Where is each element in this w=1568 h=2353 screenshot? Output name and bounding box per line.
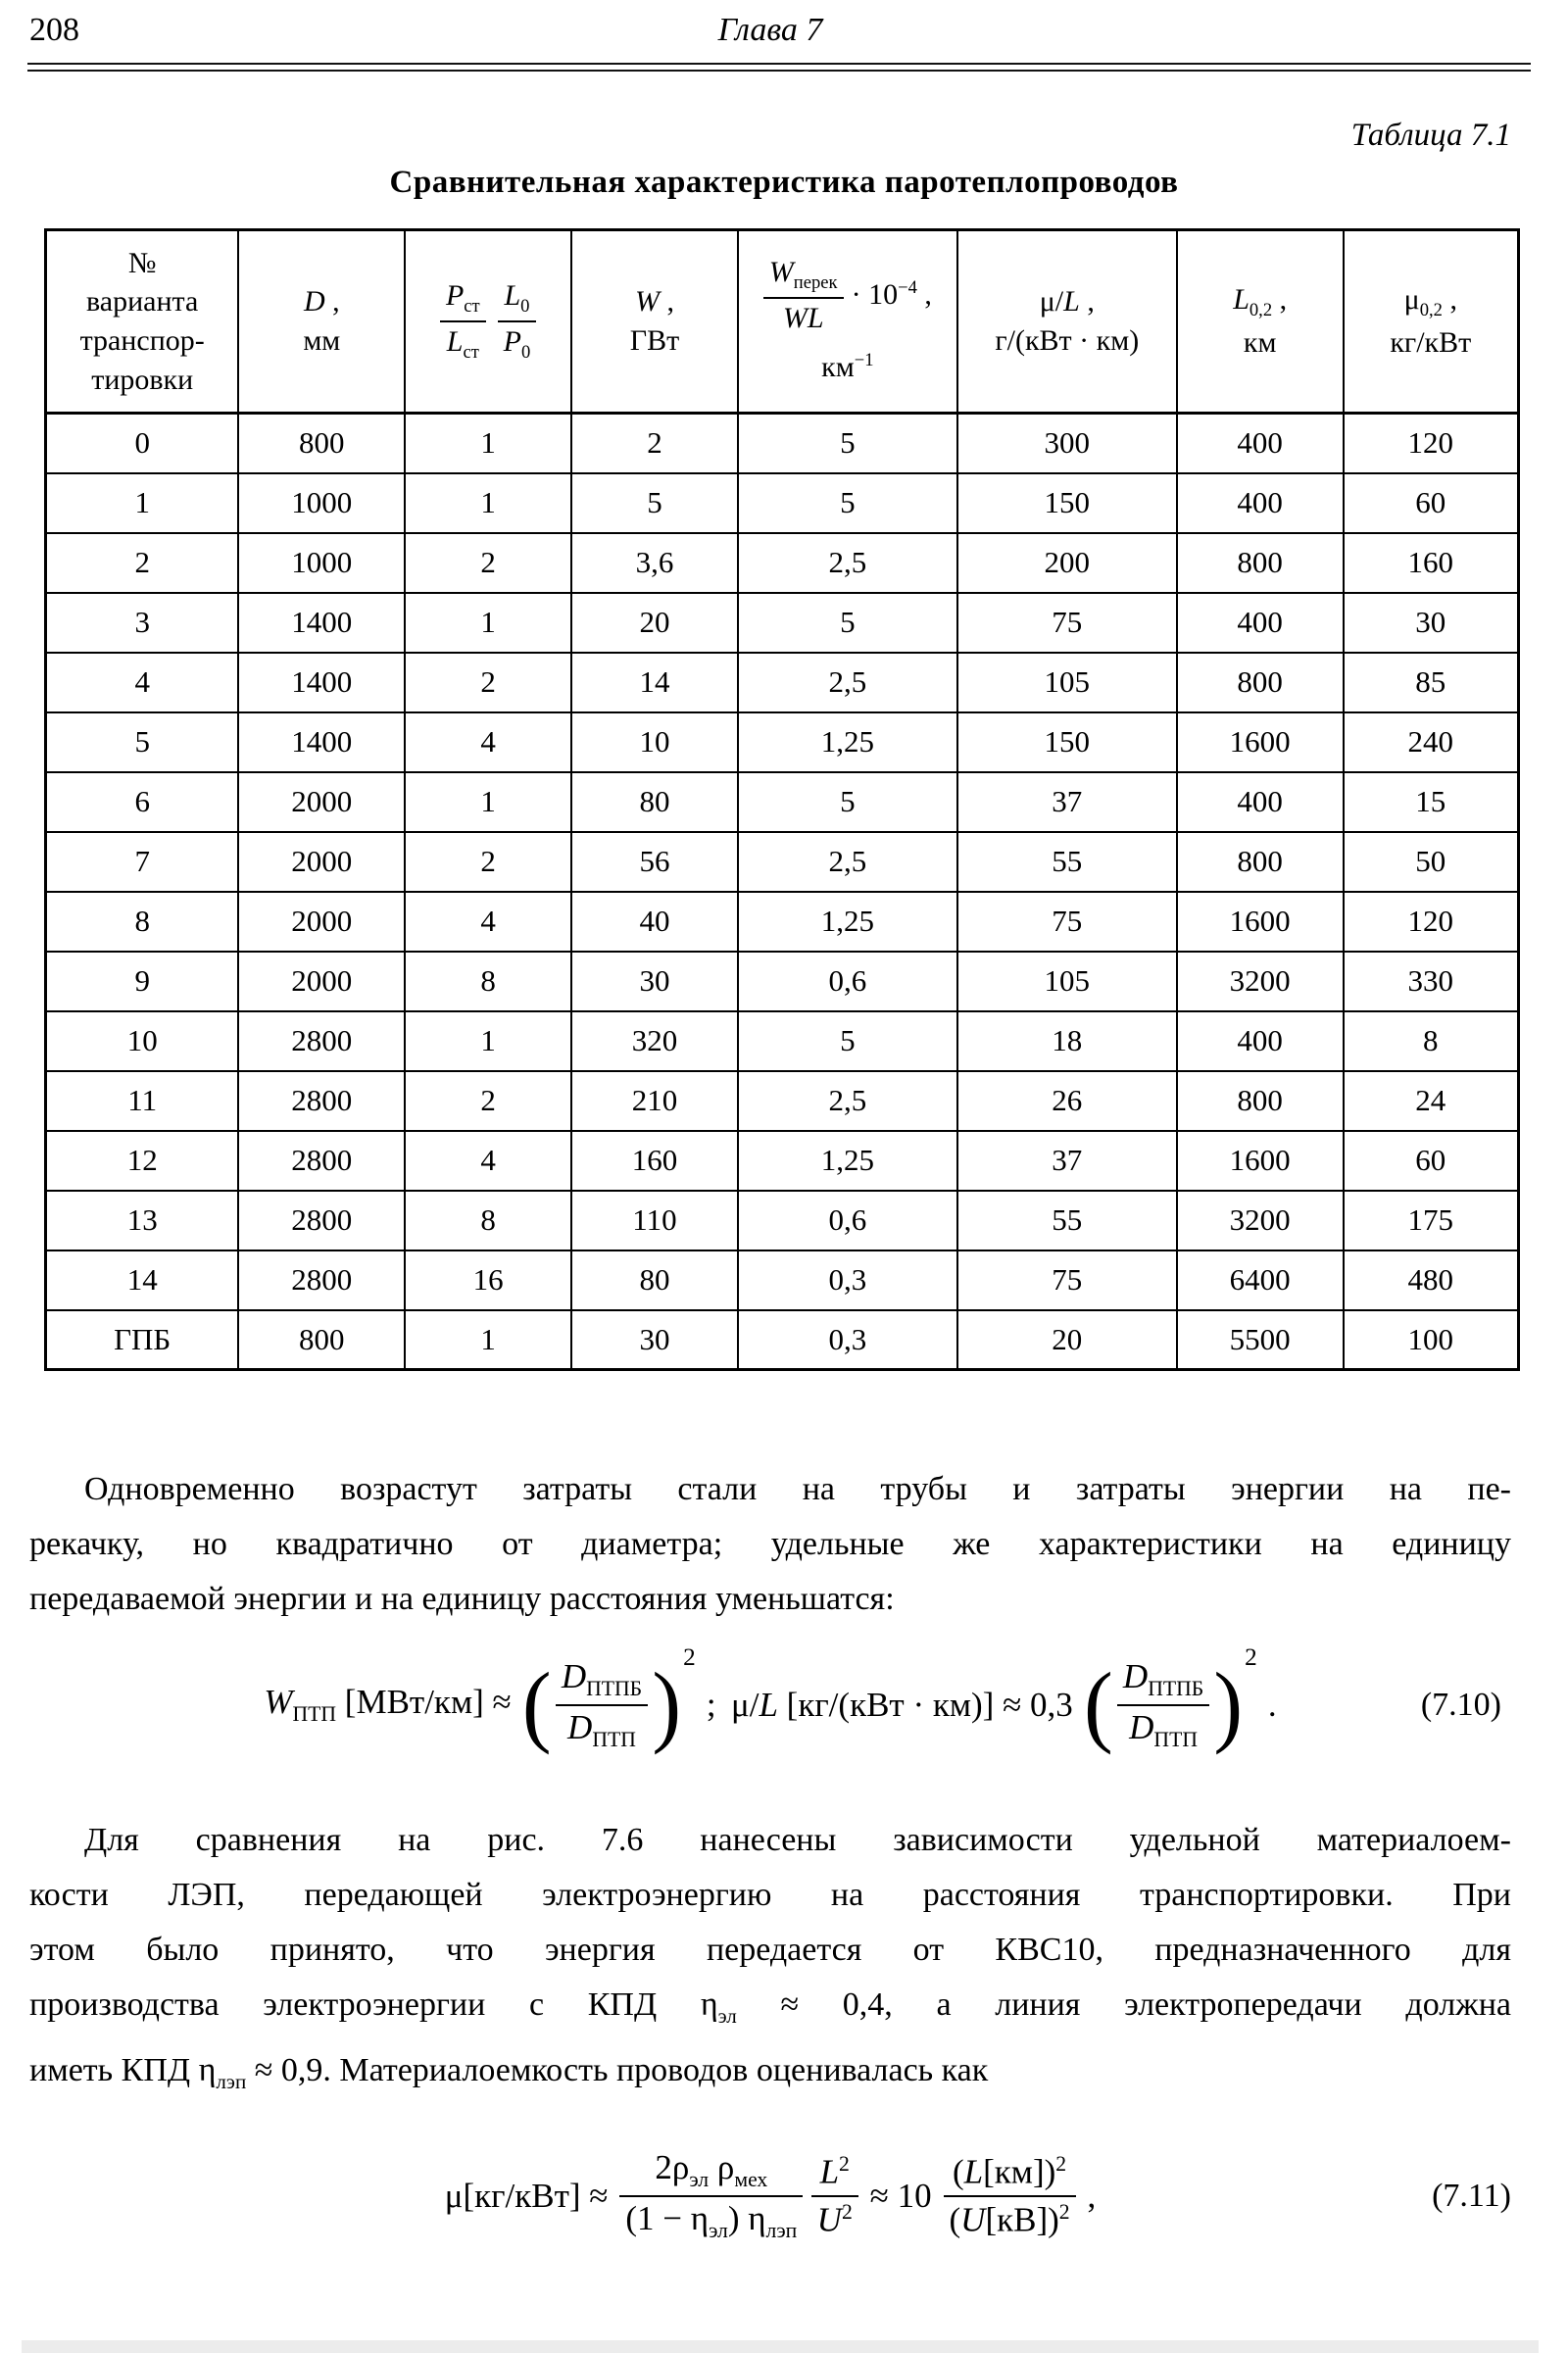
table-header-row <box>46 230 1519 414</box>
table-cell: 160 <box>571 1131 738 1191</box>
table-cell: 30 <box>1344 593 1519 653</box>
table-cell: 2000 <box>238 772 405 832</box>
table-cell: 1000 <box>238 473 405 533</box>
table-cell: 2800 <box>238 1071 405 1131</box>
table-cell: 15 <box>1344 772 1519 832</box>
table-cell: 2 <box>46 533 239 593</box>
table-cell: 6400 <box>1177 1250 1344 1310</box>
table-cell: 2 <box>405 832 571 892</box>
header-rule <box>27 63 1531 72</box>
table-cell: 80 <box>571 1250 738 1310</box>
table-cell: 5 <box>571 473 738 533</box>
table-cell: 210 <box>571 1071 738 1131</box>
table-row <box>46 1191 1519 1250</box>
table-cell: 7 <box>46 832 239 892</box>
table-row <box>46 1071 1519 1131</box>
table-cell: 20 <box>957 1310 1177 1370</box>
table-cell: 3200 <box>1177 1191 1344 1250</box>
table-cell: 0,6 <box>738 952 957 1011</box>
table-label: Таблица 7.1 <box>1350 118 1511 153</box>
equation-7-11-body <box>437 2149 1103 2243</box>
table-cell: 14 <box>571 653 738 712</box>
header-mu02: $\mu_{0,2}$ , кг/кВт <box>1344 230 1519 414</box>
table-row <box>46 712 1519 772</box>
table-cell: 1 <box>405 414 571 473</box>
table-cell: 1 <box>405 473 571 533</box>
table-cell: 4 <box>405 1131 571 1191</box>
table-cell: 2800 <box>238 1131 405 1191</box>
header-ratios <box>405 230 571 414</box>
header-wperek <box>738 230 957 414</box>
text-line: передаваемой энергии и на единицу расстояния уменьшатся: <box>29 1581 895 1617</box>
table-cell: 3200 <box>1177 952 1344 1011</box>
table-cell: 26 <box>957 1071 1177 1131</box>
table-cell: 0,3 <box>738 1310 957 1370</box>
table-cell: 12 <box>46 1131 239 1191</box>
table-cell: 75 <box>957 1250 1177 1310</box>
table-cell: 320 <box>571 1011 738 1071</box>
table-row <box>46 892 1519 952</box>
paragraph-1 <box>29 1462 1511 1627</box>
table-cell: 55 <box>957 832 1177 892</box>
paragraph-2 <box>29 1813 1511 2109</box>
eq711-comma: , <box>1087 2176 1097 2215</box>
text-line: производства электроэнергии с КПД $\eta_{эл} \approx 0,4$, а линия электропередачи должна <box>29 1986 1511 2028</box>
table-cell: 8 <box>405 952 571 1011</box>
header-mu-per-l: μ/L , г/(кВт · км) <box>957 230 1177 414</box>
table-cell: 2,5 <box>738 653 957 712</box>
eq710-paren-group-1: ( $\frac{D_{ПТПБ}}{D_{ПТП}}$ ) 2 <box>521 1643 696 1755</box>
table-cell: 1 <box>405 1011 571 1071</box>
wperek-unit: $км^{-1}$ <box>821 350 874 384</box>
table-cell: 400 <box>1177 473 1344 533</box>
table-cell: 800 <box>1177 653 1344 712</box>
table-cell: 8 <box>1344 1011 1519 1071</box>
wperek-fraction: $\frac{W_{перек}}{WL}$ <box>763 256 844 334</box>
text-line: рекачку, но квадратично от диаметра; удельные же характеристики на единицу <box>29 1526 1511 1562</box>
table-cell: 1 <box>405 772 571 832</box>
table-cell: 30 <box>571 1310 738 1370</box>
table-cell: 0 <box>46 414 239 473</box>
comparison-table <box>44 228 1520 1371</box>
text-line: Одновременно возрастут затраты стали на трубы и затраты энергии на пе- <box>84 1471 1511 1507</box>
table-cell: 2800 <box>238 1191 405 1250</box>
table-cell: 800 <box>1177 832 1344 892</box>
table-cell: 480 <box>1344 1250 1519 1310</box>
table-cell: 2000 <box>238 952 405 1011</box>
table-cell: 75 <box>957 593 1177 653</box>
table-cell: 5 <box>46 712 239 772</box>
table-cell: 800 <box>238 414 405 473</box>
text-line: кости ЛЭП, передающей электроэнергию на расстояния транспортировки. При <box>29 1877 1511 1913</box>
page-number: 208 <box>29 12 79 48</box>
equation-number-7-11: (7.11) <box>1432 2177 1511 2214</box>
table-title: Сравнительная характеристика паротеплопроводов <box>389 165 1179 200</box>
header-diameter: D , мм <box>238 230 405 414</box>
table-row <box>46 593 1519 653</box>
table-row <box>46 952 1519 1011</box>
table-cell: 5 <box>738 473 957 533</box>
table-cell: 20 <box>571 593 738 653</box>
table-cell: 2,5 <box>738 832 957 892</box>
table-cell: 75 <box>957 892 1177 952</box>
table-cell: 14 <box>46 1250 239 1310</box>
text-line: иметь КПД $\eta_{лэп} \approx 0,9$. Материалоемкость проводов оценивалась как <box>29 2051 989 2093</box>
table-cell: 3,6 <box>571 533 738 593</box>
exponent: 2 <box>1245 1643 1257 1671</box>
table-cell: 5 <box>738 414 957 473</box>
table-cell: 240 <box>1344 712 1519 772</box>
table-row <box>46 1011 1519 1071</box>
eq710-lhs: $W_{ПТП}$ [МВт/км] ≈ <box>264 1683 512 1726</box>
table-cell: 160 <box>1344 533 1519 593</box>
table-cell: 5 <box>738 593 957 653</box>
table-cell: 1400 <box>238 712 405 772</box>
ratio-fraction-1: $\frac{P_{ст}}{L_{ст}}$ <box>440 279 486 363</box>
ratio-fraction-2: $\frac{L_0}{P_0}$ <box>498 279 537 363</box>
table-cell: 5500 <box>1177 1310 1344 1370</box>
table-row <box>46 1310 1519 1370</box>
table-cell: 2 <box>405 653 571 712</box>
table-cell: ГПБ <box>46 1310 239 1370</box>
table-cell: 80 <box>571 772 738 832</box>
eq710-fraction-1: $\frac{D_{ПТПБ}}{D_{ПТП}}$ <box>556 1658 648 1752</box>
table-row <box>46 772 1519 832</box>
table-cell: 1600 <box>1177 892 1344 952</box>
table-cell: 13 <box>46 1191 239 1250</box>
table-cell: 2800 <box>238 1250 405 1310</box>
table-cell: 37 <box>957 1131 1177 1191</box>
table-cell: 1600 <box>1177 1131 1344 1191</box>
table-cell: 3 <box>46 593 239 653</box>
table-cell: 1,25 <box>738 1131 957 1191</box>
table-cell: 200 <box>957 533 1177 593</box>
table-cell: 4 <box>405 892 571 952</box>
table-cell: 8 <box>405 1191 571 1250</box>
table-cell: 0,6 <box>738 1191 957 1250</box>
table-row <box>46 473 1519 533</box>
table-row <box>46 653 1519 712</box>
table-cell: 400 <box>1177 1011 1344 1071</box>
table-cell: 55 <box>957 1191 1177 1250</box>
header-l02: $L_{0,2}$ , км <box>1177 230 1344 414</box>
chapter-header: Глава 7 <box>717 12 823 48</box>
table-cell: 2,5 <box>738 1071 957 1131</box>
table-row <box>46 1250 1519 1310</box>
table-body <box>46 414 1519 1370</box>
eq711-fraction-2: $\frac{L^2}{U^2}$ <box>811 2152 858 2239</box>
scan-edge-artifact <box>22 2340 1539 2353</box>
table-cell: 1 <box>46 473 239 533</box>
table-cell: 100 <box>1344 1310 1519 1370</box>
eq711-fraction-1: $\frac{2\rho_{эл} \rho_{мех}}{(1 - \eta_{эл}) \eta_{лэп}}$ <box>619 2149 803 2243</box>
table-cell: 1400 <box>238 593 405 653</box>
table-cell: 4 <box>405 712 571 772</box>
eq710-fraction-2: $\frac{D_{ПТПБ}}{D_{ПТП}}$ <box>1117 1658 1209 1752</box>
table-cell: 50 <box>1344 832 1519 892</box>
table-cell: 85 <box>1344 653 1519 712</box>
table-cell: 8 <box>46 892 239 952</box>
table-cell: 150 <box>957 473 1177 533</box>
equation-7-11 <box>29 2105 1511 2286</box>
eq710-period: . <box>1267 1685 1277 1724</box>
table-cell: 6 <box>46 772 239 832</box>
table-cell: 800 <box>238 1310 405 1370</box>
header-power: W , ГВт <box>571 230 738 414</box>
table-cell: 120 <box>1344 892 1519 952</box>
table-cell: 18 <box>957 1011 1177 1071</box>
table-cell: 2800 <box>238 1011 405 1071</box>
table-cell: 4 <box>46 653 239 712</box>
table-cell: 0,3 <box>738 1250 957 1310</box>
wperek-multiplier: · $10^{-4}$ , <box>851 277 932 312</box>
equation-7-10 <box>29 1619 1511 1790</box>
table-cell: 37 <box>957 772 1177 832</box>
table-cell: 10 <box>571 712 738 772</box>
table-cell: 40 <box>571 892 738 952</box>
eq711-lhs: μ[кг/кВт] ≈ <box>444 2176 609 2215</box>
table-cell: 2000 <box>238 892 405 952</box>
table-cell: 400 <box>1177 414 1344 473</box>
table-cell: 1,25 <box>738 712 957 772</box>
table-cell: 800 <box>1177 1071 1344 1131</box>
table-cell: 5 <box>738 1011 957 1071</box>
table-cell: 175 <box>1344 1191 1519 1250</box>
equation-7-10-body <box>257 1643 1285 1755</box>
table-cell: 110 <box>571 1191 738 1250</box>
table-cell: 300 <box>957 414 1177 473</box>
table-cell: 1,25 <box>738 892 957 952</box>
text-line: Для сравнения на рис. 7.6 нанесены зависимости удельной материалоем- <box>84 1822 1511 1858</box>
eq710-paren-group-2: ( $\frac{D_{ПТПБ}}{D_{ПТП}}$ ) 2 <box>1083 1643 1257 1755</box>
table-cell: 56 <box>571 832 738 892</box>
table-cell: 400 <box>1177 593 1344 653</box>
table-cell: 24 <box>1344 1071 1519 1131</box>
text-line: этом было принято, что энергия передается от КВС10, предназначенного для <box>29 1932 1511 1968</box>
running-head <box>29 12 1511 57</box>
table-cell: 1000 <box>238 533 405 593</box>
table-cell: 120 <box>1344 414 1519 473</box>
table-row <box>46 1131 1519 1191</box>
table-cell: 5 <box>738 772 957 832</box>
table-cell: 2 <box>571 414 738 473</box>
table-cell: 1 <box>405 593 571 653</box>
table-row <box>46 832 1519 892</box>
table-row <box>46 414 1519 473</box>
table-cell: 60 <box>1344 1131 1519 1191</box>
table-cell: 400 <box>1177 772 1344 832</box>
table-cell: 1 <box>405 1310 571 1370</box>
table-cell: 60 <box>1344 473 1519 533</box>
header-variant: № варианта транспор- тировки <box>46 230 239 414</box>
eq711-fraction-3: $\frac{(L[км])^2}{(U[кВ])^2}$ <box>944 2152 1076 2239</box>
table-cell: 105 <box>957 952 1177 1011</box>
table-row <box>46 533 1519 593</box>
table-cell: 2 <box>405 533 571 593</box>
table-cell: 2,5 <box>738 533 957 593</box>
table-cell: 11 <box>46 1071 239 1131</box>
table-cell: 330 <box>1344 952 1519 1011</box>
eq710-separator: ; <box>706 1685 716 1724</box>
table-cell: 150 <box>957 712 1177 772</box>
exponent: 2 <box>683 1643 696 1671</box>
table-cell: 9 <box>46 952 239 1011</box>
table-cell: 2000 <box>238 832 405 892</box>
equation-number-7-10: (7.10) <box>1420 1686 1501 1723</box>
table-cell: 1400 <box>238 653 405 712</box>
table-cell: 16 <box>405 1250 571 1310</box>
table-cell: 105 <box>957 653 1177 712</box>
table-cell: 800 <box>1177 533 1344 593</box>
table-cell: 1600 <box>1177 712 1344 772</box>
eq711-approx: ≈ 10 <box>869 2176 932 2215</box>
table-cell: 10 <box>46 1011 239 1071</box>
table-cell: 30 <box>571 952 738 1011</box>
eq710-mid: μ/L [кг/(кВт · км)] ≈ 0,3 <box>730 1685 1073 1724</box>
table-cell: 2 <box>405 1071 571 1131</box>
